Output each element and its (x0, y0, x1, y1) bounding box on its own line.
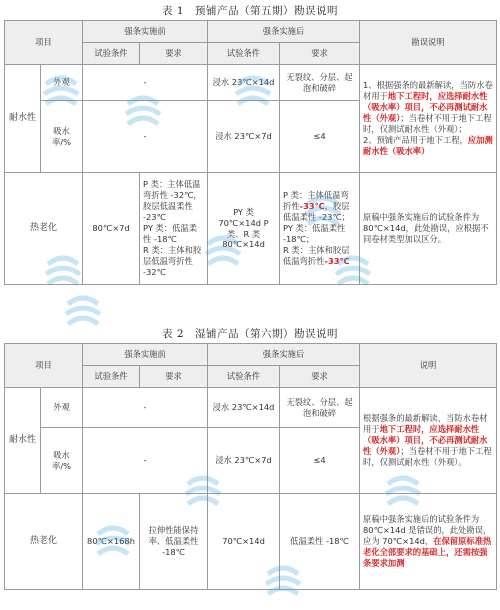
t2-heat-cond-before: 80℃×168h (83, 494, 140, 590)
t2-heat-note-part1: 原稿中强条实施后的试验条件为 80℃×14d 是错误的，此处勘误，应为 70℃×14d， (363, 514, 492, 547)
t1-header-cond-after: 试验条件 (208, 43, 280, 65)
t1-appear-cond-after: 浸水 23℃×14d (208, 65, 280, 101)
t1-heat-req-after (280, 173, 360, 285)
t1-heat-req-a1-red: -33℃ (299, 201, 325, 212)
t1-header-note: 勘误说明 (360, 21, 497, 65)
t1-appear-req-after: 无裂纹、分层、起泡和破碎 (280, 65, 360, 101)
t1-heat-req-a1: P 类：主体低温弯折性 (283, 190, 349, 212)
t1-row-appear: 外观 (41, 65, 83, 101)
t2-header-item: 项目 (5, 344, 83, 388)
t1-heat-cond-before: 80℃×7d (83, 173, 140, 285)
t1-heat-note: 原稿中强条实施后的试验条件为 80℃×14d，此处勘误，应根据不同卷材类型加以区分。 (360, 173, 497, 285)
t2-header-after: 强条实施后 (208, 344, 360, 366)
table1-caption: 表 1 预铺产品（第五期）勘误说明 (161, 5, 339, 17)
t2-absorb-cond-after: 浸水 23℃×7d (208, 428, 280, 494)
t1-note-highlight2: 应加测耐水性（吸水率） (363, 134, 493, 156)
t2-note-part1: 根据强条的最新解读，当防水卷材用于 (363, 413, 488, 435)
t2-absorb-req-after: ≤4 (280, 428, 360, 494)
t2-appear-cond-after: 浸水 23℃×14d (208, 388, 280, 428)
t1-row-water: 耐水性 (5, 65, 41, 173)
t1-row-heat: 热老化 (5, 173, 83, 285)
t2-heat-note (360, 494, 497, 590)
t1-note-part3: 2、预铺产品用于地下工程， (363, 134, 468, 145)
t1-absorb-req-after: ≤4 (280, 101, 360, 173)
t2-note-part2: ；当卷材不用于地下工程时，仅测试耐水性（外观）。 (363, 445, 492, 467)
t2-heat-cond-after: 70℃×14d (208, 494, 280, 590)
t1-water-note (360, 65, 497, 173)
t2-appear-req-after: 无裂纹、分层、起泡和破碎 (280, 388, 360, 428)
t1-absorb-before: - (83, 101, 208, 173)
t1-note-part1: 1、根据强条的最新解读，当防水卷材用于 (363, 80, 493, 102)
t1-row-absorb: 吸水率/% (41, 101, 83, 173)
t1-heat-req-a2: ，胶层低温柔性 -23℃； PY 类：低温柔性 -18℃； R 类：主体和胶层低温弯折性 (283, 201, 351, 266)
t1-appear-before: - (83, 65, 208, 101)
t1-heat-req-before: P 类：主体低温弯折性 -32℃，胶层低温柔性 -23℃ PY 类：低温柔性 -18℃ R 类：主体和胶层低温弯折性 -32℃ (140, 173, 208, 285)
t2-note-highlight1: 地下工程时，应选择耐水性（吸水率）项目，不必再测试耐水性（外观） (363, 424, 488, 456)
t1-heat-cond-after: PY 类 70℃×14d P 类、R 类 80℃×14d (208, 173, 280, 285)
table2 (4, 343, 497, 590)
t2-row-heat: 热老化 (5, 494, 83, 590)
t2-header-cond-before: 试验条件 (83, 366, 140, 388)
t1-note-highlight1: 地下工程时，应选择耐水性（吸水率）项目，不必再测试耐水性（外观） (363, 91, 488, 124)
t1-header-req-after: 要求 (280, 43, 360, 65)
t1-header-cond-before: 试验条件 (83, 43, 140, 65)
t2-heat-note-highlight: 在保留原标准热老化全部要求的基础上，还需按强条要求加测 (363, 536, 492, 568)
t1-header-before: 强条实施前 (83, 21, 208, 43)
t2-row-water: 耐水性 (5, 388, 41, 494)
t1-absorb-cond-after: 浸水 23℃×7d (208, 101, 280, 173)
t2-header-req-after: 要求 (280, 366, 360, 388)
t2-absorb-before: - (83, 428, 208, 494)
t2-header-note: 说明 (360, 344, 497, 388)
t1-heat-req-a2-red: -33℃ (324, 255, 350, 266)
t1-note-part2: ；当卷材不用于地下工程时，仅测试耐水性（外观）； (363, 113, 492, 134)
t2-row-absorb: 吸水率/% (41, 428, 83, 494)
t2-heat-req-before: 拉伸性能保持率、低温柔性 -18℃ (140, 494, 208, 590)
t1-header-item: 项目 (5, 21, 83, 65)
t2-water-note (360, 388, 497, 494)
table2-caption: 表 2 湿铺产品（第六期）勘误说明 (161, 328, 339, 340)
t2-row-appear: 外观 (41, 388, 83, 428)
t2-header-cond-after: 试验条件 (208, 366, 280, 388)
t2-header-before: 强条实施前 (83, 344, 208, 366)
t2-appear-before: - (83, 388, 208, 428)
t2-header-req-before: 要求 (140, 366, 208, 388)
t2-heat-req-after: 低温柔性 -18℃ (280, 494, 360, 590)
t1-header-req-before: 要求 (140, 43, 208, 65)
table1 (4, 20, 497, 285)
t1-header-after: 强条实施后 (208, 21, 360, 43)
